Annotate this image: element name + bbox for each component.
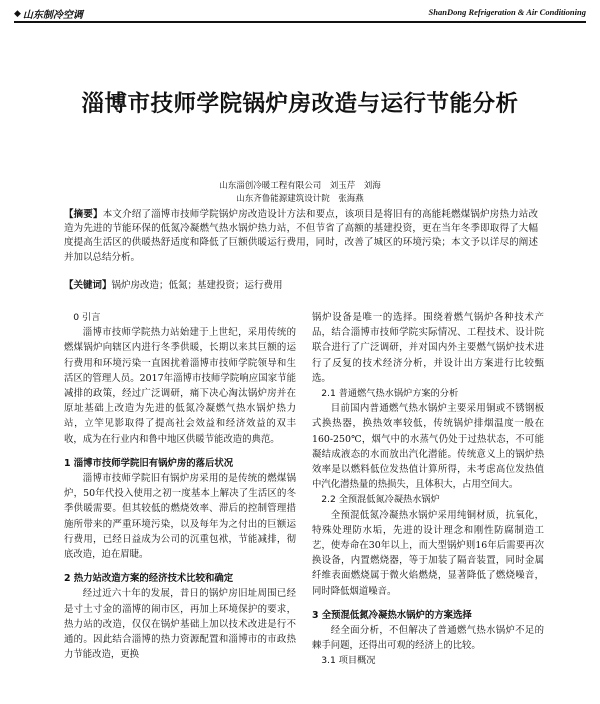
section-2-1-heading: 2.1 普通燃气热水锅炉方案的分析 [321,388,459,400]
section-1-paragraph: 淄博市技师学院旧有锅炉房采用的是传统的燃煤锅炉，50年代投入使用之初一度基本上解决了生活区的冬季供暖需要。但其较低的燃烧效率、滞后的控制管理措施所带来的严重环境污染，以及每年为之付出的巨额运行费用，已经日益成为公司的沉重包袱，节能减排，彻底改造，迫在眉睫。 [64,473,296,561]
section-0-heading: 0 引言 [73,312,101,323]
header-divider [14,21,586,23]
section-2-continued-paragraph: 锅炉设备是唯一的选择。围绕着燃气锅炉各种技术产品，结合淄博市技师学院实际情况、工程技术、设计院联合进行了广泛调研，并对国内外主要燃气锅炉技术进行了反复的技术经济分析，并设计出方案进行比较甄选。 [312,312,544,384]
section-2-2-paragraph: 全预混低氮冷凝热水锅炉采用纯铜材质，抗氧化，特殊处理防水垢，先进的设计理念和刚性防腐制造工艺，使寿命在30年以上，而大型锅炉则16年后需要再次换设备，内置燃烧器，等于加装了隔音装置，同时金属纤维表面燃烧属于微火焰燃烧，显著降低了燃烧噪音，同时降低烟道噪音。 [312,509,544,597]
section-2-paragraph: 经过近六十年的发展，昔日的锅炉房旧址周围已经是寸土寸金的淄博的闹市区，再加上环境保护的要求，热力站的改造，仅仅在锅炉基础上加以技术改进是行不通的。因此结合淄博的热力资源配置和淄博市的市政热力节能改造，更换 [64,588,296,661]
section-2-2-heading: 2.2 全预混低氮冷凝热水锅炉 [321,494,440,506]
section-0-paragraph: 淄博市技师学院热力站始建于上世纪，采用传统的燃煤锅炉向辖区内进行冬季供暖，长期以来其巨额的运行费用和环境污染一直困扰着淄博市技师学院领导和生活区的管理人员。2017年淄博市技师学院响应国家节能减排的政策，经过广泛调研，痛下决心淘汰锅炉房并在原址基础上改造为先进的低氮冷凝燃气热水锅炉热力站，立竿见影取得了提高社会效益和经济效益的双丰收，成为在行业内和鲁中地区供暖节能改造的典范。 [64,327,296,445]
diamond-bullet-icon: ◆ [14,8,21,19]
author-line-2: 山东齐鲁能源建筑设计院 张海燕 [236,194,364,204]
journal-name-cn-text: 山东制冷空调 [22,10,83,21]
running-header [14,6,586,20]
keywords-text: 锅炉房改造；低氮；基建投资；运行费用 [111,280,283,291]
keywords [64,279,538,293]
section-1-heading: 1 淄博市技师学院旧有锅炉房的落后状况 [64,457,234,469]
journal-name-cn [14,6,83,21]
section-3-1-heading: 3.1 项目概况 [321,655,376,667]
abstract-text: 本文介绍了淄博市技师学院锅炉房改造设计方法和要点，该项目是将旧有的高能耗燃煤锅炉房热力站改造为先进的节能环保的低氮冷凝燃气热水锅炉热力站，不但节省了高额的基建投资，更在当年冬季即取得了大幅度提高生活区的供暖热舒适度和降低了巨额供暖运行费用，同时，改善了城区的环境污染；本文予以详尽的阐述并加以总结分析。 [64,209,538,263]
right-column [312,310,544,669]
abstract [64,208,538,265]
journal-name-en: ShanDong Refrigeration & Air Conditioning [428,7,586,17]
keywords-label: 【关键词】 [64,280,112,291]
section-2-heading: 2 热力站改造方案的经济技术比较和确定 [64,573,234,585]
left-column [64,310,296,662]
author-line-1: 山东淄创冷暖工程有限公司 刘玉芹 刘海 [219,181,381,191]
article-title: 淄博市技师学院锅炉房改造与运行节能分析 [81,91,519,117]
section-3-heading: 3 全预混低氮冷凝热水锅炉的方案选择 [312,609,472,621]
section-3-paragraph: 经全面分析，不但解决了普通燃气热水锅炉不足的棘手问题，还得出可观的经济上的比较。 [312,625,544,652]
abstract-label: 【摘要】 [64,209,103,220]
section-2-1-paragraph: 目前国内普通燃气热水锅炉主要采用铜或不锈钢板式换热器，换热效率较低，传统锅炉排烟温度一般在160-250℃，烟气中的水蒸气仍处于过热状态，不可能凝结成液态的水而放出汽化潜能。传统意义上的锅炉热效率是以燃料低位发热值计算所得，未考虑高位发热值中汽化潜热量的热损失，且体积大，占用空间大。 [312,403,544,491]
author-block [100,180,500,206]
